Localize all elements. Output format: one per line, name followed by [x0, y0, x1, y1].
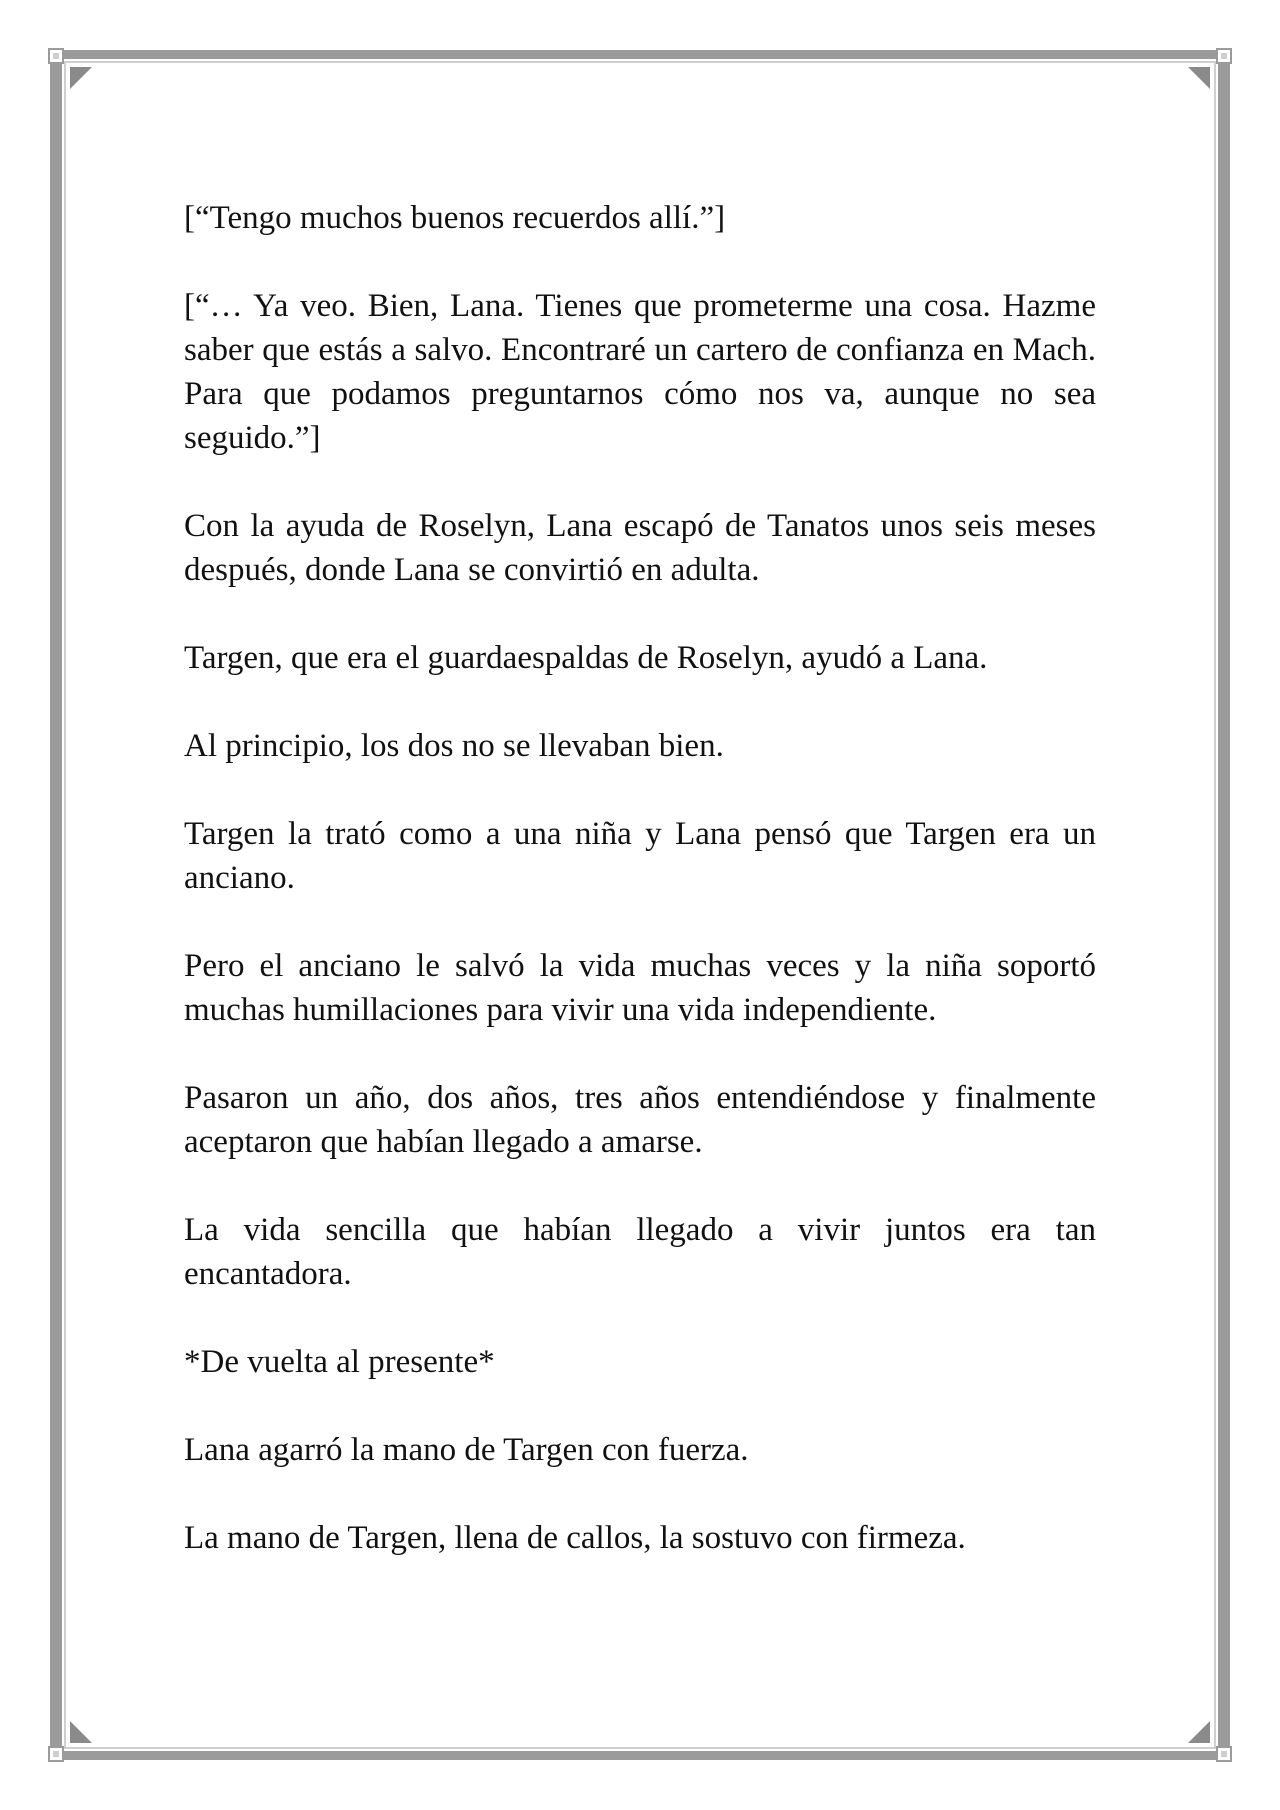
frame-knob-top-right [1216, 48, 1232, 64]
paragraph-11: Lana agarró la mano de Targen con fuerza. [184, 1432, 749, 1468]
paragraph-5: Al principio, los dos no se llevaban bien. [184, 728, 724, 764]
frame-knob-bottom-right [1216, 1746, 1232, 1762]
page-text-body [184, 196, 1096, 1604]
paragraph-2: [“… Ya veo. Bien, Lana. Tienes que prometerme una cosa. Hazme saber que estás a salvo. Encontraré un cartero de confianza en Mach. Para que podamos preguntarnos cómo nos va, aunque no sea seguido.”] [184, 288, 1096, 456]
paragraph-12: La mano de Targen, llena de callos, la sostuvo con firmeza. [184, 1520, 966, 1556]
paragraph-9: La vida sencilla que habían llegado a vivir juntos era tan encantadora. [184, 1212, 1096, 1292]
paragraph-3: Con la ayuda de Roselyn, Lana escapó de Tanatos unos seis meses después, donde Lana se convirtió en adulta. [184, 508, 1096, 588]
frame-knob-bottom-left [48, 1746, 64, 1762]
frame-knob-top-left [48, 48, 64, 64]
paragraph-1: [“Tengo muchos buenos recuerdos allí.”] [184, 200, 726, 236]
paragraph-6: Targen la trató como a una niña y Lana pensó que Targen era un anciano. [184, 816, 1096, 896]
paragraph-7: Pero el anciano le salvó la vida muchas veces y la niña soportó muchas humillaciones para vivir una vida independiente. [184, 948, 1096, 1028]
paragraph-8: Pasaron un año, dos años, tres años entendiéndose y finalmente aceptaron que habían llegado a amarse. [184, 1080, 1096, 1160]
paragraph-10: *De vuelta al presente* [184, 1344, 495, 1380]
paragraph-4: Targen, que era el guardaespaldas de Roselyn, ayudó a Lana. [184, 640, 988, 676]
